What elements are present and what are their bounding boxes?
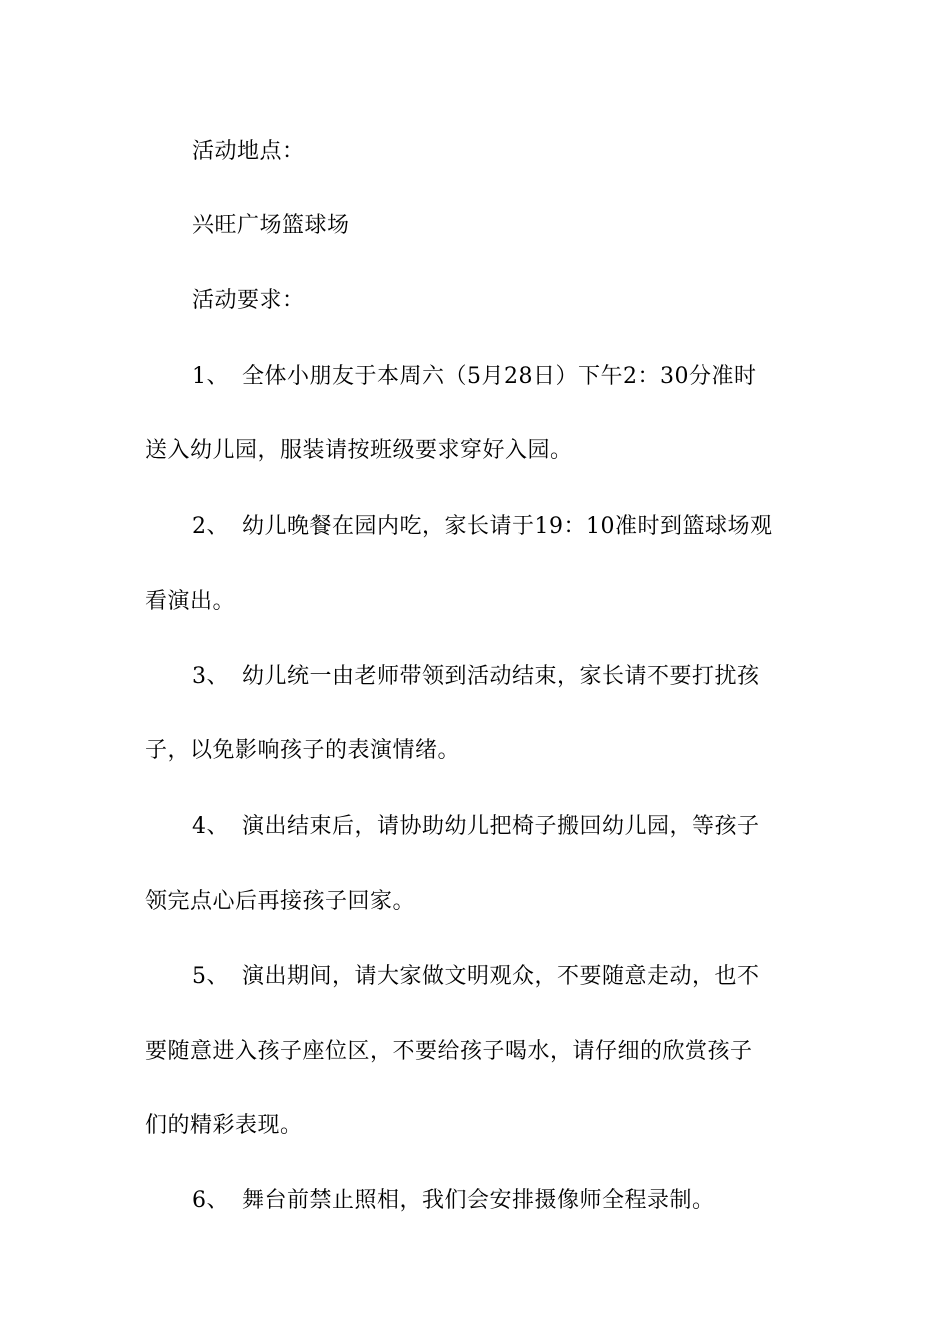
list-item-continuation: 子，以免影响孩子的表演情绪。 — [145, 738, 461, 763]
list-item-number: 4、 — [192, 814, 229, 839]
list-item-number: 1、 — [192, 364, 229, 389]
list-item-number: 2、 — [192, 514, 229, 539]
list-item-continuation: 们的精彩表现。 — [145, 1113, 303, 1138]
list-item-text: 演出期间，请大家做文明观众，不要随意走动，也不 — [242, 964, 760, 989]
list-item-text: 舞台前禁止照相，我们会安排摄像师全程录制。 — [242, 1188, 715, 1213]
list-item-number: 6、 — [192, 1188, 229, 1213]
list-item-continuation: 领完点心后再接孩子回家。 — [145, 889, 416, 914]
list-item-number: 3、 — [192, 664, 229, 689]
list-item-text: 演出结束后，请协助幼儿把椅子搬回幼儿园，等孩子 — [242, 814, 760, 839]
list-item — [192, 663, 760, 691]
list-item-text: 幼儿晚餐在园内吃，家长请于19：10准时到篮球场观 — [242, 514, 773, 539]
location-value: 兴旺广场篮球场 — [192, 213, 350, 238]
list-item — [192, 1187, 715, 1215]
location-heading: 活动地点： — [192, 139, 305, 164]
list-item-text: 全体小朋友于本周六（5月28日）下午2：30分准时 — [242, 364, 757, 389]
list-item — [192, 363, 756, 391]
list-item-text: 幼儿统一由老师带领到活动结束，家长请不要打扰孩 — [242, 664, 760, 689]
list-item-number: 5、 — [192, 964, 229, 989]
list-item — [192, 513, 773, 541]
list-item — [192, 963, 760, 991]
list-item-continuation: 要随意进入孩子座位区，不要给孩子喝水，请仔细的欣赏孩子 — [145, 1039, 753, 1064]
list-item — [192, 813, 760, 841]
requirements-heading: 活动要求： — [192, 288, 305, 313]
list-item-continuation: 送入幼儿园，服装请按班级要求穿好入园。 — [145, 438, 573, 463]
list-item-continuation: 看演出。 — [145, 589, 236, 614]
